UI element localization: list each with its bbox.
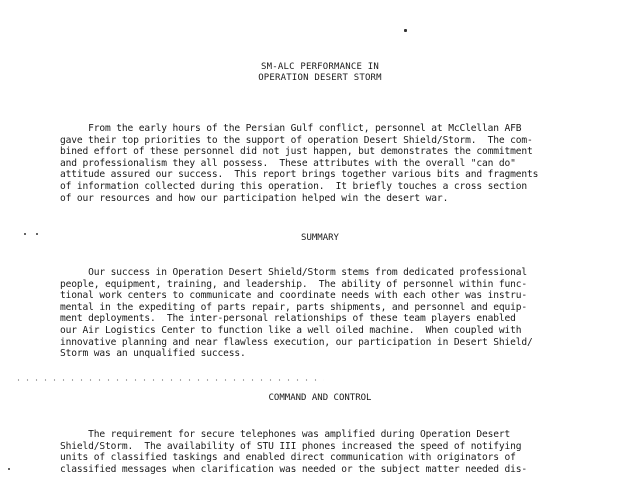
document-title-line-2: OPERATION DESERT STORM	[258, 73, 382, 83]
scan-speck	[404, 29, 407, 32]
scan-speck	[8, 468, 10, 470]
command-line: The requirement for secure telephones was amplified during Operation Desert	[60, 429, 511, 440]
intro-line: gave their top priorities to the support of operation Desert Shield/Storm. The com-	[60, 134, 533, 146]
intro-line: and professionalism they all possess. These attributes with the overall "can do"	[60, 157, 516, 169]
command-line: classified messages when clarification was needed or the subject matter needed dis-	[60, 463, 527, 475]
summary-line: innovative planning and near flawless execution, our participation in Desert Shield/	[60, 336, 533, 348]
summary-line: tional work centers to communicate and coordinate needs with each other was instru-	[60, 290, 527, 302]
summary-line: people, equipment, training, and leadership. The ability of personnel within func-	[60, 278, 527, 290]
command-line: Shield/Storm. The availability of STU III phones increased the speed of notifying	[60, 440, 522, 452]
document-title-line-1: SM-ALC PERFORMANCE IN	[261, 62, 379, 72]
intro-line: of our resources and how our participation helped win the desert war.	[60, 192, 449, 204]
intro-line: attitude assured our success. This report brings together various bits and fragments	[60, 169, 539, 181]
summary-paragraph	[60, 267, 580, 360]
command-and-control-heading: COMMAND AND CONTROL	[268, 393, 372, 403]
summary-line: Storm was an unqualified success.	[60, 348, 246, 360]
summary-line: mental in the expediting of parts repair, parts shipments, and personnel and equip-	[60, 301, 527, 313]
intro-paragraph	[60, 123, 580, 204]
scan-dotted-line	[14, 379, 324, 381]
intro-line: From the early hours of the Persian Gulf conflict, personnel at McClellan AFB	[60, 123, 522, 134]
summary-heading: SUMMARY	[301, 233, 339, 243]
summary-line: Our success in Operation Desert Shield/Storm stems from dedicated professional	[60, 267, 527, 278]
command-line: units of classified taskings and enabled direct communication with originators of	[60, 452, 516, 464]
intro-line: of information collected during this operation. It briefly touches a cross section	[60, 180, 527, 192]
summary-line: our Air Logistics Center to function like a well oiled machine. When coupled with	[60, 324, 522, 336]
intro-line: bined effort of these personnel did not just happen, but demonstrates the commitment	[60, 146, 533, 158]
command-and-control-paragraph	[60, 429, 580, 475]
summary-line: ment deployments. The inter-personal relationships of these team players enabled	[60, 313, 516, 325]
